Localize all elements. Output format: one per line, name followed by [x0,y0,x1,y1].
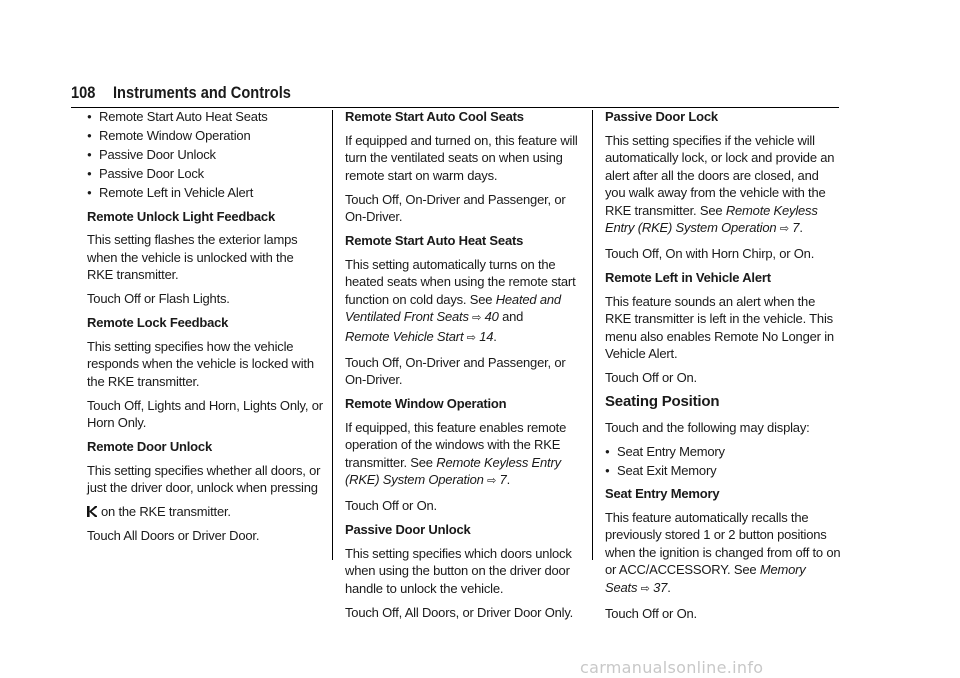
paragraph: This feature sounds an alert when the RKE transmitter is left in the vehicle. This menu also enables Remote No Longer in Vehicle Alert. [605,293,834,361]
subheading: Passive Door Unlock [345,522,471,537]
page-reference[interactable]: 7 [792,220,800,235]
cross-reference-link[interactable]: Remote Keyless Entry (RKE) System Operation [605,202,818,235]
cross-reference-link[interactable]: Remote Vehicle Start [345,328,464,344]
cross-reference-link[interactable]: Remote Keyless Entry (RKE) System Operation [345,454,561,487]
column-2 [345,108,581,628]
paragraph: Touch Off, On with Horn Chirp, or On. [605,246,815,261]
section-title: Seating Position [605,393,720,410]
paragraph: Touch Off, On-Driver and Passenger, or On-Driver. [345,354,566,387]
cross-reference-link[interactable]: Memory Seats [605,562,806,595]
paragraph [87,462,323,497]
bullet-list [87,108,323,202]
unlock-key-icon [87,506,97,517]
paragraph: Touch and the following may display: [605,419,810,435]
subheading: Remote Unlock Light Feedback [87,208,275,224]
paragraph-text: and [502,309,524,324]
page-arrow-icon: ⇨ [487,475,497,487]
page-reference[interactable]: 37 [653,579,668,595]
page-header [71,81,839,108]
subheading: Remote Door Unlock [87,439,212,454]
paragraph: Touch All Doors or Driver Door. [87,527,260,543]
subheading: Remote Start Auto Cool Seats [345,109,524,124]
page-title: Instruments and Controls [113,83,291,102]
list-item: ● Remote Window Operation [87,127,323,145]
column-divider [332,110,333,560]
page-reference[interactable]: 40 [484,309,499,324]
page-arrow-icon: ⇨ [779,223,789,235]
paragraph-text: on the RKE transmitter. [101,503,231,519]
bullet-list [605,443,841,480]
paragraph: This feature automatically recalls the previously stored 1 or 2 button positions when the ignition is changed from off to on or ACC/ACCESSORY. See Memory Seats ⇨ 37. [605,509,841,595]
page-arrow-icon: ⇨ [466,331,476,344]
paragraph: Touch Off, On-Driver and Passenger, or On-Driver. [345,191,566,224]
subheading: Seat Entry Memory [605,486,720,501]
paragraph: Touch Off, All Doors, or Driver Door Only. [345,604,574,620]
watermark: carmanualsonline.info [580,658,764,677]
page-arrow-icon: ⇨ [640,582,650,595]
paragraph: Touch Off or On. [605,605,697,621]
column-3 [605,108,841,629]
paragraph: This setting specifies which doors unlock when using the button on the driver door handle to unlock the vehicle. [345,545,572,596]
subheading: Remote Lock Feedback [87,315,229,330]
paragraph: Touch Off or On. [345,498,437,513]
paragraph [87,503,323,521]
paragraph: This setting specifies how the vehicle responds when the vehicle is locked with the RKE transmitter. [87,338,314,389]
page-arrow-icon: ⇨ [472,312,482,324]
paragraph: Touch Off, Lights and Horn, Lights Only, or Horn Only. [87,397,323,430]
page-reference[interactable]: 14 [479,328,494,344]
paragraph: This setting automatically turns on the heated seats when using the remote start function on cold days. See Heated and Ventilated Front Seats ⇨ 40 and Remote Vehicle Start ⇨ 14. [345,256,576,344]
list-item: ● Passive Door Lock [87,165,323,183]
subheading: Passive Door Lock [605,109,718,124]
paragraph-text: This setting automatically turns on the heated seats when using the remote start function on cold days. See [345,256,576,307]
paragraph-text: This setting specifies whether all doors, or just the driver door, unlock when pressing [87,462,321,495]
paragraph: This setting flashes the exterior lamps when the vehicle is unlocked with the RKE transmitter. [87,232,298,282]
cross-reference-link[interactable]: Heated and Ventilated Front Seats [345,291,561,324]
paragraph-text: This setting specifies if the vehicle will automatically lock, or lock and provide an alert after all the doors are closed, and you walk away from the vehicle with the RKE transmitter. See [605,132,835,218]
paragraph: If equipped and turned on, this feature will turn the ventilated seats on when using remote start on warm days. [345,132,578,183]
page-number: 108 [71,83,96,102]
paragraph: This setting specifies if the vehicle will automatically lock, or lock and provide an alert after all the doors are closed, and you walk away from the vehicle with the RKE transmitter. See Remote Keyless Entry (RKE) System Operation ⇨ 7. [605,132,835,235]
subheading: Remote Window Operation [345,396,507,411]
paragraph: Touch Off or Flash Lights. [87,291,230,306]
paragraph: Touch Off or On. [605,370,697,385]
list-item: ● Seat Exit Memory [605,462,841,480]
list-item: ● Remote Left in Vehicle Alert [87,184,323,202]
paragraph-text: This feature automatically recalls the previously stored 1 or 2 button positions when the ignition is changed from off to on or ACC/ACCESSORY. See [605,509,841,577]
list-item: ● Passive Door Unlock [87,146,323,164]
list-item: ● Seat Entry Memory [605,443,841,461]
subheading: Remote Start Auto Heat Seats [345,233,524,248]
page-reference[interactable]: 7 [499,472,507,487]
paragraph: If equipped, this feature enables remote operation of the windows with the RKE transmitter. See Remote Keyless Entry (RKE) System Operation ⇨ 7. [345,419,567,487]
column-divider [592,110,593,560]
paragraph-text: If equipped, this feature enables remote operation of the windows with the RKE transmitter. See [345,419,567,470]
list-item: ● Remote Start Auto Heat Seats [87,108,323,126]
subheading: Remote Left in Vehicle Alert [605,270,771,285]
column-1 [87,108,323,551]
